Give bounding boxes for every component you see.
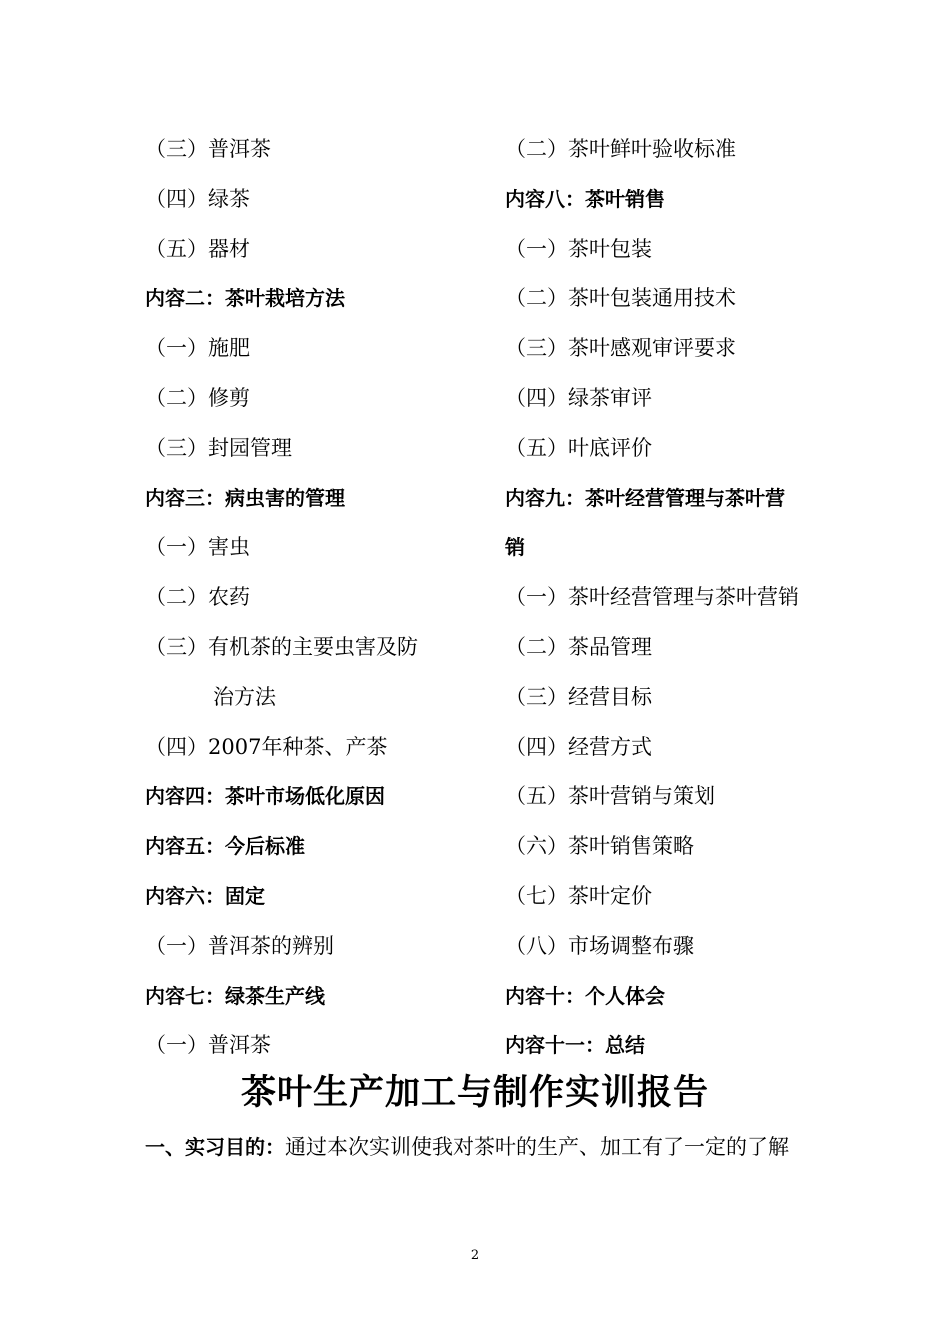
toc-item: （一）茶叶包装 [505,236,652,261]
toc-item: （一）施肥 [145,336,250,361]
page-number: 2 [470,1248,480,1263]
toc-heading: 内容三：病虫害的管理 [145,485,345,510]
toc-item: （八）市场调整布骤 [505,933,694,958]
toc-heading: 内容七：绿茶生产线 [145,983,325,1008]
purpose-paragraph [145,1122,845,1172]
toc-item: （五）器材 [145,236,250,261]
toc-heading: 内容九：茶叶经营管理与茶叶营 [505,485,785,510]
toc-item: （三）茶叶感观审评要求 [505,336,736,361]
toc-item: （三）封园管理 [145,435,292,460]
toc-item: （二）茶品管理 [505,634,652,659]
toc-item: （一）普洱茶 [145,1033,271,1058]
report-title: 茶叶生产加工与制作实训报告 [240,1073,709,1113]
toc-left-column [145,125,475,1071]
toc-heading: 内容六：固定 [145,883,265,908]
purpose-text: 通过本次实训使我对茶叶的生产、加工有了一定的了解 [285,1135,789,1159]
toc-heading: 销 [505,535,525,560]
toc-heading: 内容十一：总结 [505,1033,645,1058]
toc-item: （二）农药 [145,585,250,610]
toc-heading: 内容十：个人体会 [505,983,665,1008]
toc-item: （七）茶叶定价 [505,883,652,908]
toc-right-column [505,125,845,1071]
toc-heading: 内容二：茶叶栽培方法 [145,286,345,311]
toc-item: （三）有机茶的主要虫害及防 [145,634,418,659]
toc-item: （二）茶叶鲜叶验收标准 [505,137,736,161]
toc-item: （四）绿茶 [145,186,250,211]
toc-item: （三）普洱茶 [145,137,271,161]
toc-item: （四）2007年种茶、产茶 [145,734,388,759]
toc-item: （四）经营方式 [505,734,652,759]
toc-heading: 内容五：今后标准 [145,834,305,859]
toc-item: （五）叶底评价 [505,435,652,460]
toc-item: （一）茶叶经营管理与茶叶营销 [505,585,799,610]
toc-item: （三）经营目标 [505,684,652,709]
toc-item: （二）茶叶包装通用技术 [505,286,736,311]
toc-item: 治方法 [213,684,276,709]
toc-item: （五）茶叶营销与策划 [505,784,715,809]
toc-item: （六）茶叶销售策略 [505,834,694,859]
toc-heading: 内容四：茶叶市场低化原因 [145,784,385,809]
toc-item: （一）害虫 [145,535,250,560]
purpose-label: 一、实习目的： [145,1135,285,1159]
toc-heading: 内容八：茶叶销售 [505,186,665,211]
toc-item: （一）普洱茶的辨别 [145,933,334,958]
toc-item: （二）修剪 [145,385,250,410]
toc-item: （四）绿茶审评 [505,385,652,410]
